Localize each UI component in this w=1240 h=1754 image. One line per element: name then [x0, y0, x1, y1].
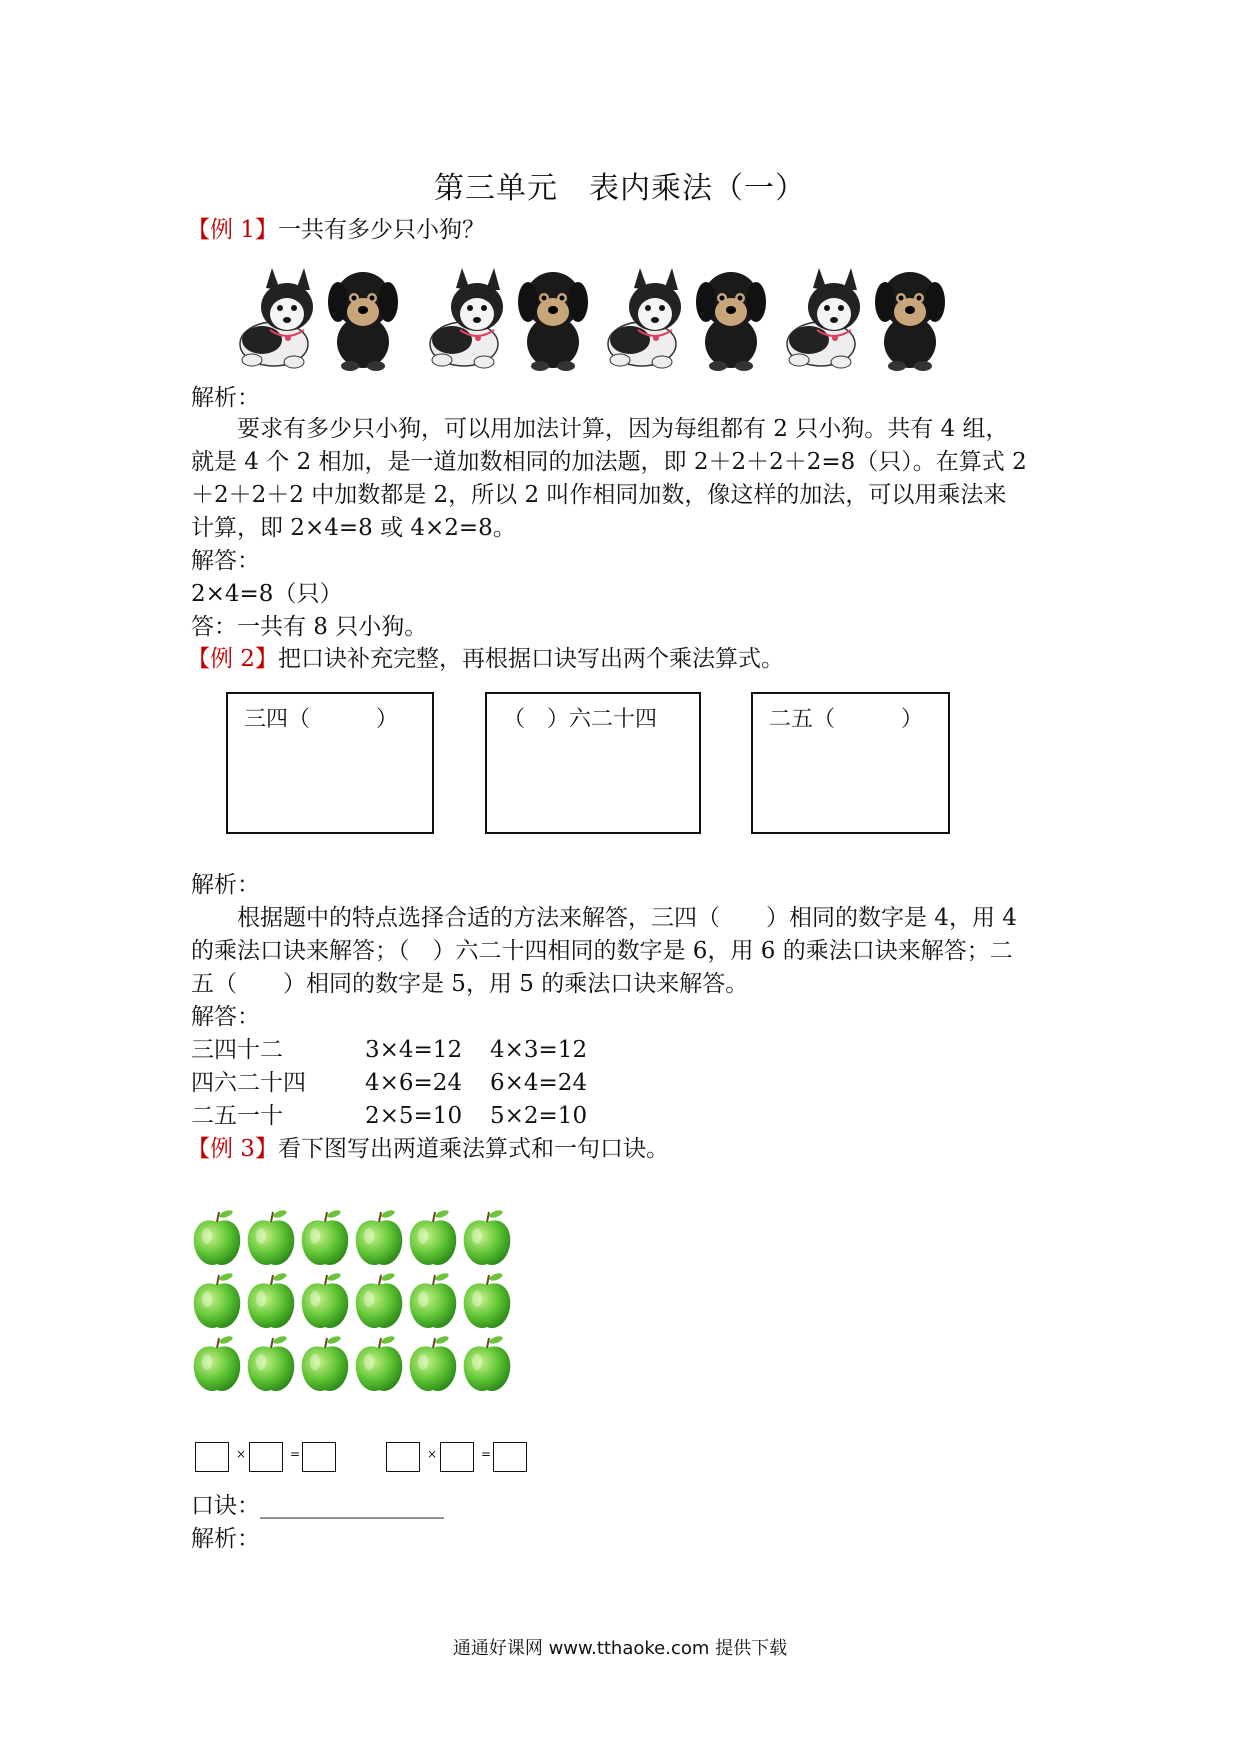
- husky-dog: [779, 262, 869, 372]
- apple-icon: [352, 1208, 406, 1270]
- apple-icon: [352, 1334, 406, 1396]
- rhyme-box-2: [485, 692, 701, 834]
- page-title: 第三单元 表内乘法（一）: [434, 171, 806, 206]
- times-sign: ×: [427, 1447, 438, 1461]
- ex1-tag: 【例 1】: [187, 217, 278, 243]
- rhyme-label: 口诀：: [191, 1493, 260, 1519]
- rhyme-box-1: [226, 692, 434, 834]
- apple-icon: [298, 1208, 352, 1270]
- ex1-analysis-line-4: 计算，即 2×4=8 或 4×2=8。: [191, 515, 516, 541]
- blank-box[interactable]: [302, 1442, 336, 1472]
- ex1-analysis-line-3: ＋2＋2＋2 中加数都是 2，所以 2 叫作相同加数，像这样的加法，可以用乘法来: [191, 482, 1007, 508]
- apple-icon: [406, 1208, 460, 1270]
- rhyme-blank[interactable]: ________________: [260, 1493, 444, 1519]
- apple-icon: [244, 1334, 298, 1396]
- husky-dog: [600, 262, 690, 372]
- answer-eq-1: 2×5=10: [365, 1103, 463, 1129]
- equals-sign: =: [290, 1447, 301, 1461]
- ex2-answer-row-3: [191, 1100, 588, 1132]
- puppy-dog: [865, 262, 955, 372]
- blank-box[interactable]: [195, 1442, 229, 1472]
- answer-eq-1: 4×6=24: [365, 1070, 463, 1096]
- apple-icon: [244, 1208, 298, 1270]
- ex1-answer-formula: 2×4=8（只）: [191, 581, 343, 607]
- answer-rhyme: 四六二十四: [191, 1070, 306, 1096]
- answer-eq-2: 6×4=24: [490, 1070, 588, 1096]
- blank-box[interactable]: [440, 1442, 474, 1472]
- ex3-analysis-label: 解析：: [191, 1526, 260, 1552]
- page-footer: 通通好课网 www.tthaoke.com 提供下载: [452, 1638, 788, 1659]
- ex2-answer-label: 解答：: [191, 1004, 260, 1030]
- puppy-dog: [318, 262, 408, 372]
- puppy-dog: [508, 262, 598, 372]
- apple-icon: [190, 1271, 244, 1333]
- ex1-answer-label: 解答：: [191, 548, 260, 574]
- apple-icon: [460, 1271, 514, 1333]
- dog-illustration: [232, 262, 932, 372]
- ex2-answer-row-1: [191, 1034, 588, 1066]
- rhyme-box-3: [751, 692, 950, 834]
- ex1-heading: [187, 214, 485, 246]
- blank-box[interactable]: [493, 1442, 527, 1472]
- answer-eq-1: 3×4=12: [365, 1037, 463, 1063]
- ex3-tag: 【例 3】: [187, 1136, 278, 1162]
- husky-dog: [232, 262, 322, 372]
- answer-rhyme: 三四十二: [191, 1037, 283, 1063]
- ex2-analysis-label: 解析：: [191, 872, 260, 898]
- ex2-analysis-line-2: 的乘法口诀来解答；（ ）六二十四相同的数字是 6，用 6 的乘法口诀来解答；二: [191, 938, 1013, 964]
- apple-icon: [460, 1208, 514, 1270]
- answer-eq-2: 5×2=10: [490, 1103, 588, 1129]
- husky-dog: [422, 262, 512, 372]
- answer-rhyme: 二五一十: [191, 1103, 283, 1129]
- ex2-heading: [187, 643, 784, 675]
- rhyme-box-3-label: 二五（ ）: [769, 707, 924, 732]
- ex2-analysis-line-3: 五（ ）相同的数字是 5，用 5 的乘法口诀来解答。: [191, 971, 749, 997]
- apple-icon: [406, 1271, 460, 1333]
- ex3-question: 看下图写出两道乘法算式和一句口诀。: [277, 1136, 669, 1162]
- ex3-heading: [187, 1133, 669, 1165]
- apple-icon: [298, 1334, 352, 1396]
- ex1-analysis-line-1: 要求有多少只小狗，可以用加法计算，因为每组都有 2 只小狗。共有 4 组，: [191, 416, 1009, 442]
- ex2-tag: 【例 2】: [187, 646, 278, 672]
- apple-icon: [190, 1208, 244, 1270]
- times-sign: ×: [236, 1447, 247, 1461]
- apple-icon: [298, 1271, 352, 1333]
- apple-icon: [460, 1334, 514, 1396]
- rhyme-box-2-label: （ ）六二十四: [503, 707, 658, 732]
- apple-illustration: [190, 1208, 520, 1408]
- equals-sign: =: [481, 1447, 492, 1461]
- ex2-answer-row-2: [191, 1067, 588, 1099]
- ex1-analysis-label: 解析：: [191, 385, 260, 411]
- apple-icon: [244, 1271, 298, 1333]
- answer-eq-2: 4×3=12: [490, 1037, 588, 1063]
- blank-box[interactable]: [386, 1442, 420, 1472]
- apple-icon: [190, 1334, 244, 1396]
- ex1-question: 一共有多少只小狗？: [277, 217, 485, 243]
- ex1-analysis-line-2: 就是 4 个 2 相加，是一道加数相同的加法题，即 2＋2＋2＋2=8（只）。在算式 2: [191, 449, 1027, 475]
- apple-icon: [406, 1334, 460, 1396]
- ex1-answer-text: 答：一共有 8 只小狗。: [191, 614, 428, 640]
- ex2-question: 把口诀补充完整，再根据口诀写出两个乘法算式。: [277, 646, 784, 672]
- apple-icon: [352, 1271, 406, 1333]
- ex3-rhyme-line: [191, 1490, 444, 1522]
- rhyme-box-1-label: 三四（ ）: [244, 707, 399, 732]
- blank-box[interactable]: [249, 1442, 283, 1472]
- puppy-dog: [686, 262, 776, 372]
- ex2-analysis-line-1: 根据题中的特点选择合适的方法来解答，三四（ ）相同的数字是 4，用 4: [191, 905, 1017, 931]
